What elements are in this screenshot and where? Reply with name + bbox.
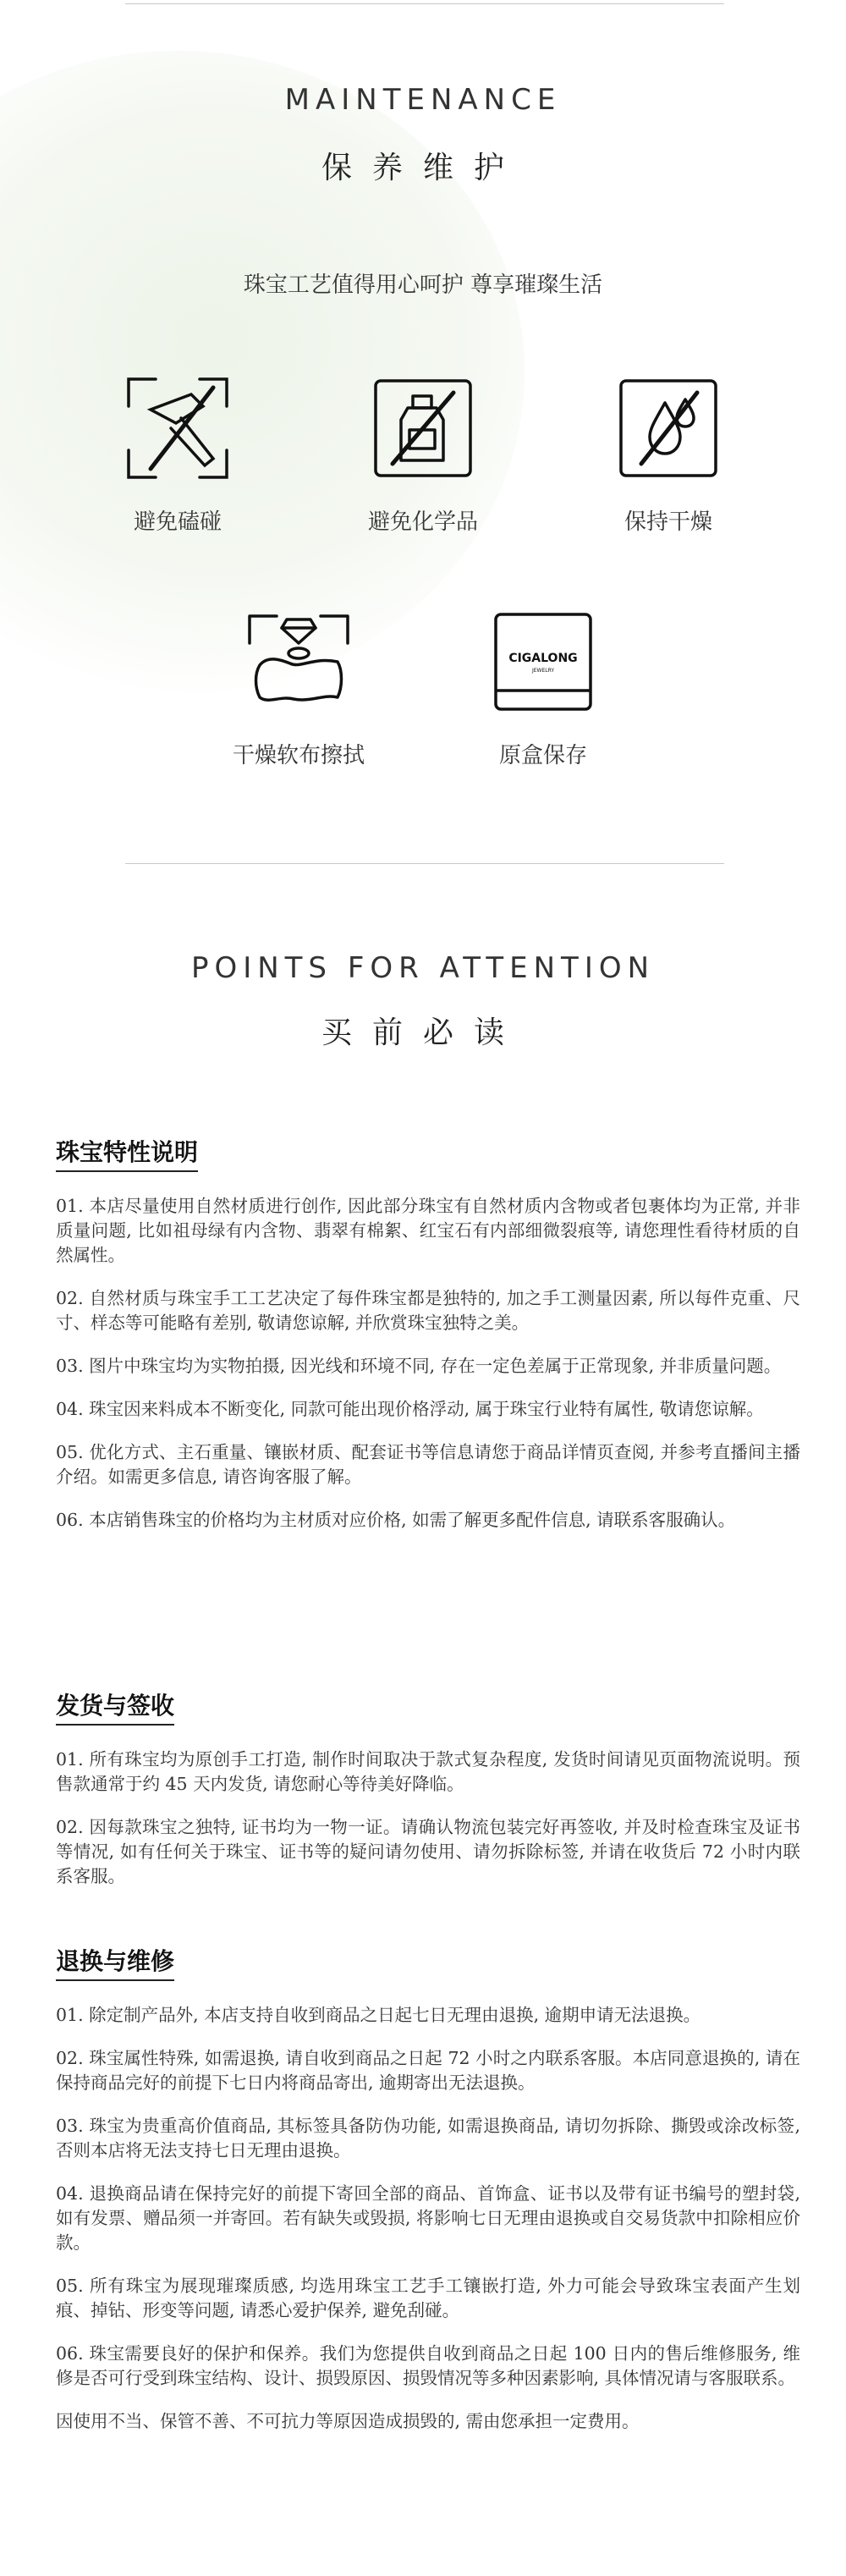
- section-title: 退换与维修: [56, 1943, 174, 1981]
- section-paragraph: 01. 所有珠宝均为原创手工打造, 制作时间取决于款式复杂程度, 发货时间请见页面物流说明。预售款通常于约 45 天内发货, 请您耐心等待美好降临。: [56, 1749, 800, 1794]
- box-sub-text: JEWELRY: [531, 668, 555, 674]
- section-shipping: [56, 1687, 800, 1907]
- maintenance-subtitle: 珠宝工艺值得用心呵护 尊享璀璨生活: [243, 272, 603, 298]
- maintenance-title-cn: 保养维护: [321, 151, 525, 185]
- section-paragraph: 06. 珠宝需要良好的保护和保养。我们为您提供自收到商品之日起 100 日内的售后维修服务, 维修是否可行受到珠宝结构、设计、损毁原因、损毁情况等多种因素影响, 具体情况请与客服联系。: [56, 2343, 800, 2388]
- care-label: 避免磕碰: [133, 509, 222, 535]
- section-title: 发货与签收: [56, 1687, 174, 1726]
- divider-middle: [125, 863, 724, 864]
- section-paragraph: 01. 本店尽量使用自然材质进行创作, 因此部分珠宝有自然材质内含物或者包裹体均为正常, 并非质量问题, 比如祖母绿有内含物、翡翠有棉絮、红宝石有内部细微裂痕等, 请您理性看待材质的自然属性。: [56, 1196, 800, 1265]
- care-label: 干燥软布擦拭: [232, 743, 365, 768]
- care-item-soft-cloth: [206, 609, 392, 769]
- care-item-avoid-chemicals: [330, 376, 516, 536]
- section-paragraph: 01. 除定制产品外, 本店支持自收到商品之日起七日无理由退换, 逾期申请无法退换。: [56, 2005, 701, 2025]
- section-paragraph: 05. 优化方式、主石重量、镶嵌材质、配套证书等信息请您于商品详情页查阅, 并参考直播间主播介绍。如需更多信息, 请咨询客服了解。: [56, 1442, 800, 1487]
- care-label: 保持干燥: [624, 509, 712, 535]
- care-label: 原盒保存: [498, 743, 587, 768]
- section-paragraph: 03. 图片中珠宝均为实物拍摄, 因光线和环境不同, 存在一定色差属于正常现象, 并非质量问题。: [56, 1356, 782, 1376]
- attention-title-en: POINTS FOR ATTENTION: [190, 951, 656, 985]
- section-returns-repairs: [56, 1943, 800, 2452]
- no-hammer-icon: [125, 376, 230, 481]
- section-paragraph: 03. 珠宝为贵重高价值商品, 其标签具备防伪功能, 如需退换商品, 请切勿拆除、撕毁或涂改标签, 否则本店将无法支持七日无理由退换。: [56, 2116, 800, 2160]
- section-paragraph: 02. 自然材质与珠宝手工工艺决定了每件珠宝都是独特的, 加之手工测量因素, 所以每件克重、尺寸、样态等可能略有差别, 敬请您谅解, 并欣赏珠宝独特之美。: [56, 1288, 800, 1333]
- maintenance-title-en: MAINTENANCE: [284, 83, 562, 117]
- attention-title-cn: 买前必读: [321, 1016, 525, 1050]
- section-paragraph: 因使用不当、保管不善、不可抗力等原因造成损毁的, 需由您承担一定费用。: [56, 2411, 640, 2431]
- section-jewelry-features: [56, 1134, 800, 1551]
- section-paragraph: 02. 珠宝属性特殊, 如需退换, 请自收到商品之日起 72 小时之内联系客服。本店同意退换的, 请在保持商品完好的前提下七日内将商品寄出, 逾期寄出无法退换。: [56, 2048, 800, 2093]
- section-paragraph: 06. 本店销售珠宝的价格均为主材质对应价格, 如需了解更多配件信息, 请联系客服确认。: [56, 1510, 736, 1530]
- section-paragraph: 02. 因每款珠宝之独特, 证书均为一物一证。请确认物流包装完好再签收, 并及时检查珠宝及证书等情况, 如有任何关于珠宝、证书等的疑问请勿使用、请勿拆除标签, 并请在收货后 72 小时内联系客服。: [56, 1817, 800, 1886]
- section-paragraph: 05. 所有珠宝为展现璀璨质感, 均选用珠宝工艺手工镶嵌打造, 外力可能会导致珠宝表面产生划痕、掉钻、形变等问题, 请悉心爱护保养, 避免刮碰。: [56, 2276, 800, 2320]
- divider-top: [125, 3, 724, 4]
- care-item-avoid-knocks: [85, 376, 271, 536]
- ring-cloth-icon: [243, 609, 354, 714]
- gift-box-icon: [491, 609, 596, 714]
- no-chemicals-icon: [371, 376, 475, 481]
- care-item-original-box: [450, 609, 636, 769]
- box-brand-text: CIGALONG: [508, 652, 578, 665]
- section-paragraph: 04. 退换商品请在保持完好的前提下寄回全部的商品、首饰盒、证书以及带有证书编号的塑封袋, 如有发票、赠品须一并寄回。若有缺失或毁损, 将影响七日无理由退换或自交易货款中扣除相应价款。: [56, 2183, 800, 2253]
- care-item-keep-dry: [575, 376, 761, 536]
- section-title: 珠宝特性说明: [56, 1134, 198, 1172]
- no-water-icon: [616, 376, 721, 481]
- care-label: 避免化学品: [367, 509, 478, 535]
- section-paragraph: 04. 珠宝因来料成本不断变化, 同款可能出现价格浮动, 属于珠宝行业特有属性, 敬请您谅解。: [56, 1399, 764, 1419]
